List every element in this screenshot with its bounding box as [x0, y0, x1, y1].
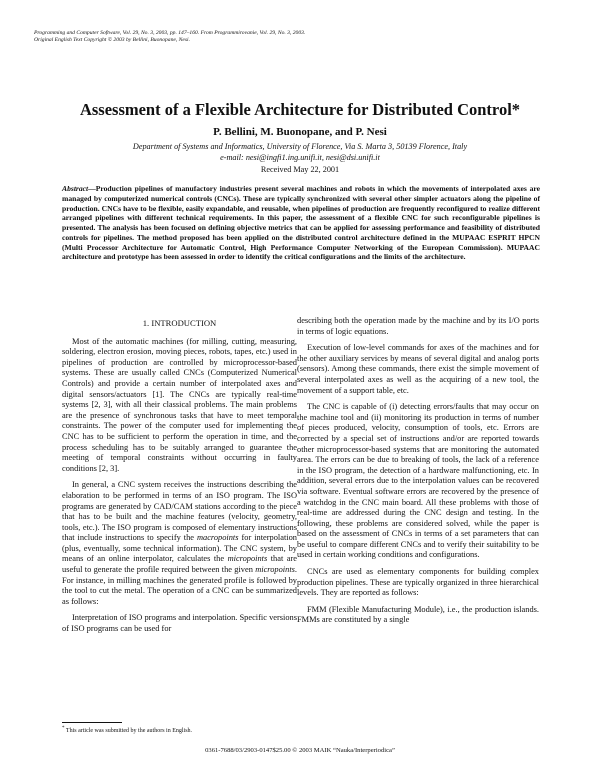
copyright-line: Original English Text Copyright © 2003 by Bellini, Buonopane, Nesi. [34, 37, 190, 43]
left-column [62, 318, 297, 641]
footnote-text: This article was submitted by the authors in English. [65, 728, 193, 734]
footnote-mark: * [62, 726, 65, 731]
paragraph: Interpretation of ISO programs and interpolation. Specific versions of ISO programs can be used for [62, 613, 297, 634]
journal-citation: Programming and Computer Software, Vol. 29, No. 3, 2003, pp. 147–160. From Programmirovanie, Vol. 29, No. 3, 2003. [34, 30, 306, 36]
paragraph: The CNC is capable of (i) detecting errors/faults that may occur on the machine tool and (ii) monitoring its production in terms of number of pieces produced, velocity, consumption of tools, etc. Errors are corrected by a special set of instructions and/or are reported towards other microprocessor-based systems that are monitoring the automated area. The errors can be due to breaking of tools, the lack of a reference in the ISO program, the detection of a hardware malfunctioning, etc. In addition, several errors due to the interpolation values can be recovered via software. Eventual software errors are recovered by the presence of a watchdog in the CNC main board. All these problems with those of real-time are addressed during the CNC design and testing. In the following, these problems are considered solved, while the paper is based on the assessment of CNCs in terms of a set parameters that can be useful to compare different CNCs and to verify their suitability to be used in certain working conditions and configurations. [297, 402, 539, 560]
abstract [62, 184, 540, 262]
authors: P. Bellini, M. Buonopane, and P. Nesi [213, 126, 387, 138]
paragraph: describing both the operation made by the machine and by its I/O ports in terms of logic equations. [297, 316, 539, 336]
paragraph: CNCs are used as elementary components for building complex production pipelines. These are typically organized in three hierarchical levels. They are reported as follows: [297, 567, 539, 598]
paragraph: Execution of low-level commands for axes of the machines and for the other auxiliary services by means of several digital and analog ports (sensors). Among these commands, there exist the simple movement of several interpolated axes as well as the acquiring of a new tool, the movement of a support table, etc. [297, 343, 539, 395]
abstract-text: —Production pipelines of manufactory industries present several machines and robots in which the movements of interpolated axes are managed by computerized numerical controls (CNCs). These are typically synchronized with several other simpler actuators along the pipeline of production. CNCs have to be flexible, easily expandable, and reusable, when pipelines of production are frequently reconfigured to realize different arranged pipelines with different technical requirements. In this paper, the assessment of a flexible CNC for such reconfigurable pipelines is presented. The analysis has been focused on defining objective metrics that can be applied for assessing performance and feasibility of distributed controls for pipelines. The method proposed has been applied on the distributed control architecture defined in the MUPAAC ESPRIT HPCN (Multi Processor Architecture for Automatic Control, High Performance Computer Networking of the European Commission). MUPAAC architecture and prototype has been assessed in order to identify the critical configurations and the limits of the architecture. [62, 184, 540, 262]
email: e-mail: nesi@ingfi1.ing.unifi.it, nesi@dsi.unifi.it [220, 153, 380, 162]
footnote [62, 726, 192, 734]
paper-title: Assessment of a Flexible Architecture for Distributed Control* [79, 100, 521, 119]
journal-header [34, 30, 574, 44]
paragraph: FMM (Flexible Manufacturing Module), i.e., the production islands. FMMs are constituted by a single [297, 604, 539, 625]
footnote-rule [62, 722, 122, 723]
paragraph: In general, a CNC system receives the instructions describing the elaboration to be performed in terms of an ISO program. The ISO programs are generated by CAD/CAM stations according to the piece that has to be built and the machine features (velocity, geometry, tools, etc.). The ISO program is composed of elementary instructions that include instructions to specify the macropoints for interpolation (plus, eventually, some technical information). The CNC system, by means of an online interpolator, calculates the micropoints that are useful to generate the profile required between the given micropoints. For instance, in milling machines the generated profile is followed by the tool to cut the metal. The operation of a CNC can be summarized as follows: [62, 480, 297, 606]
page-footer: 0361-7688/03/2903-0147$25.00 © 2003 MAIK “Nauka/Interperiodica” [205, 747, 395, 754]
right-column [297, 316, 539, 632]
affiliation-block [0, 141, 600, 163]
affiliation: Department of Systems and Informatics, University of Florence, Via S. Marta 3, 50139 Florence, Italy [132, 142, 468, 151]
abstract-label: Abstract [62, 184, 89, 193]
section-heading: 1. INTRODUCTION [142, 318, 217, 328]
received-date: Received May 22, 2001 [260, 165, 340, 174]
paragraph: Most of the automatic machines (for milling, cutting, measuring, soldering, electron erosion, moving pieces, robots, tapes, etc.) used in pipelines of production are controlled by microprocessor-based systems. These are usually called CNCs (Computerized Numerical Controls) and provide a certain number of interpolated axes and digital sensors/actuators [1]. The CNCs are typically real-time systems [2, 3], with all their classical problems. The main problems are the presence of synchronous tasks that have to meet temporal constraints. The power of the computer used for implementing the CNC has to be sufficient to perform the operation in time, and the process scheduling has to be suitably arranged to guarantee the meeting of temporal constraints without occurring in faulty conditions [2, 3]. [62, 336, 297, 473]
